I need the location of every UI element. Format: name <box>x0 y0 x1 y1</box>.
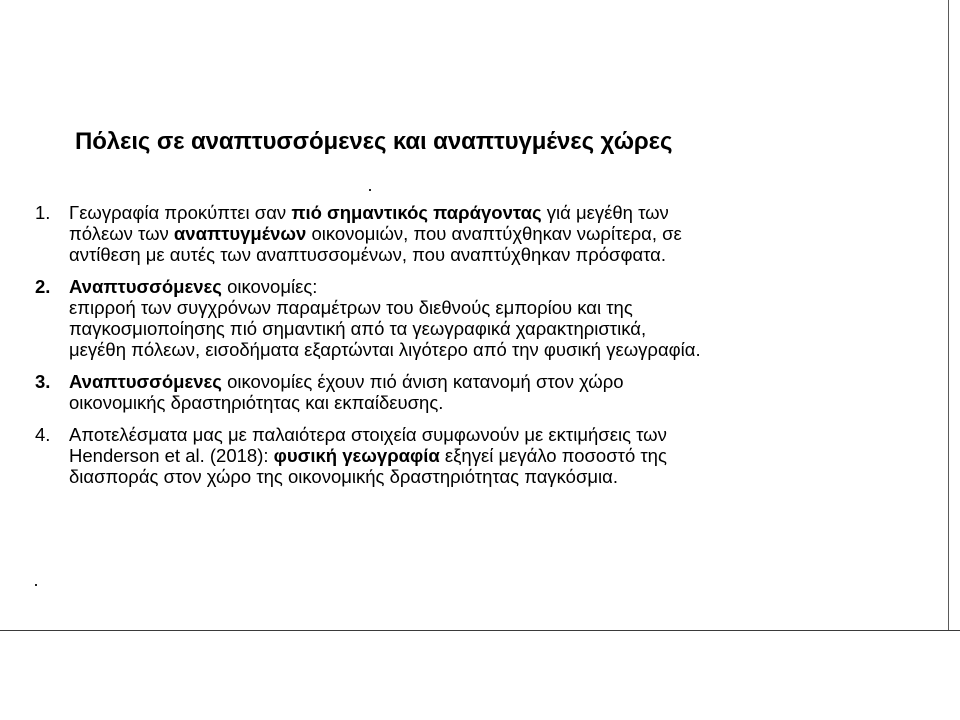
list-item <box>35 371 895 413</box>
slide-border-right <box>948 0 949 631</box>
list-item <box>35 276 895 360</box>
text-run-bold: Αναπτυσσόμενες <box>69 371 222 392</box>
item-line <box>69 339 895 360</box>
item-line <box>69 445 895 466</box>
item-line <box>69 223 895 244</box>
item-number: 1. <box>35 202 51 223</box>
item-line <box>69 202 895 223</box>
text-run-bold: αναπτυγμένων <box>173 223 307 244</box>
item-line <box>69 466 895 487</box>
text-run: Αποτελέσματα μας με παλαιότερα στοιχεία συμφωνούν με εκτιμήσεις των <box>69 424 667 445</box>
text-run: οικονομίες: <box>221 276 318 297</box>
item-line <box>69 371 895 392</box>
stray-mark-top <box>369 189 371 191</box>
text-run: Γεωγραφία προκύπτει σαν <box>69 202 292 223</box>
bullet-list <box>35 202 895 498</box>
item-line <box>69 244 895 265</box>
slide-title: Πόλεις σε αναπτυσσόμενες και αναπτυγμένες χώρες <box>75 128 673 155</box>
text-run: μεγέθη πόλεων, εισοδήματα εξαρτώνται λιγότερο από την φυσική γεωγραφία. <box>69 339 701 360</box>
item-number: 4. <box>35 424 51 445</box>
item-line <box>69 318 895 339</box>
text-run: γιά μεγέθη των <box>541 202 669 223</box>
text-run: οικονομίες έχουν πιό άνιση κατανομή στον χώρο <box>221 371 624 392</box>
list-item <box>35 424 895 487</box>
text-run: οικονομικής δραστηριότητας και εκπαίδευσης. <box>69 392 444 413</box>
text-run-bold: φυσική γεωγραφία <box>273 445 440 466</box>
item-number: 2. <box>35 276 51 297</box>
item-line <box>69 276 895 297</box>
list-item <box>35 202 895 265</box>
text-run-bold: πιό σημαντικός παράγοντας <box>291 202 542 223</box>
text-run: Henderson et al. (2018): <box>69 445 274 466</box>
text-run: πόλεων των <box>69 223 174 244</box>
text-run: εξηγεί μεγάλο ποσοστό της <box>439 445 667 466</box>
text-run: επιρροή των συγχρόνων παραμέτρων του διεθνούς εμπορίου και της <box>69 297 633 318</box>
item-line <box>69 392 895 413</box>
text-run: διασποράς στον χώρο της οικονομικής δραστηριότητας παγκόσμια. <box>69 466 618 487</box>
text-run: οικονομιών, που αναπτύχθηκαν νωρίτερα, σε <box>306 223 682 244</box>
text-run-bold: Αναπτυσσόμενες <box>69 276 222 297</box>
text-run: αντίθεση με αυτές των αναπτυσσομένων, που αναπτύχθηκαν πρόσφατα. <box>69 244 667 265</box>
text-run: παγκοσμιοποίησης πιό σημαντική από τα γεωγραφικά χαρακτηριστικά, <box>69 318 647 339</box>
item-line <box>69 424 895 445</box>
slide-border-bottom <box>0 630 960 631</box>
item-line <box>69 297 895 318</box>
stray-mark-bottom <box>35 584 37 586</box>
item-number: 3. <box>35 371 51 392</box>
